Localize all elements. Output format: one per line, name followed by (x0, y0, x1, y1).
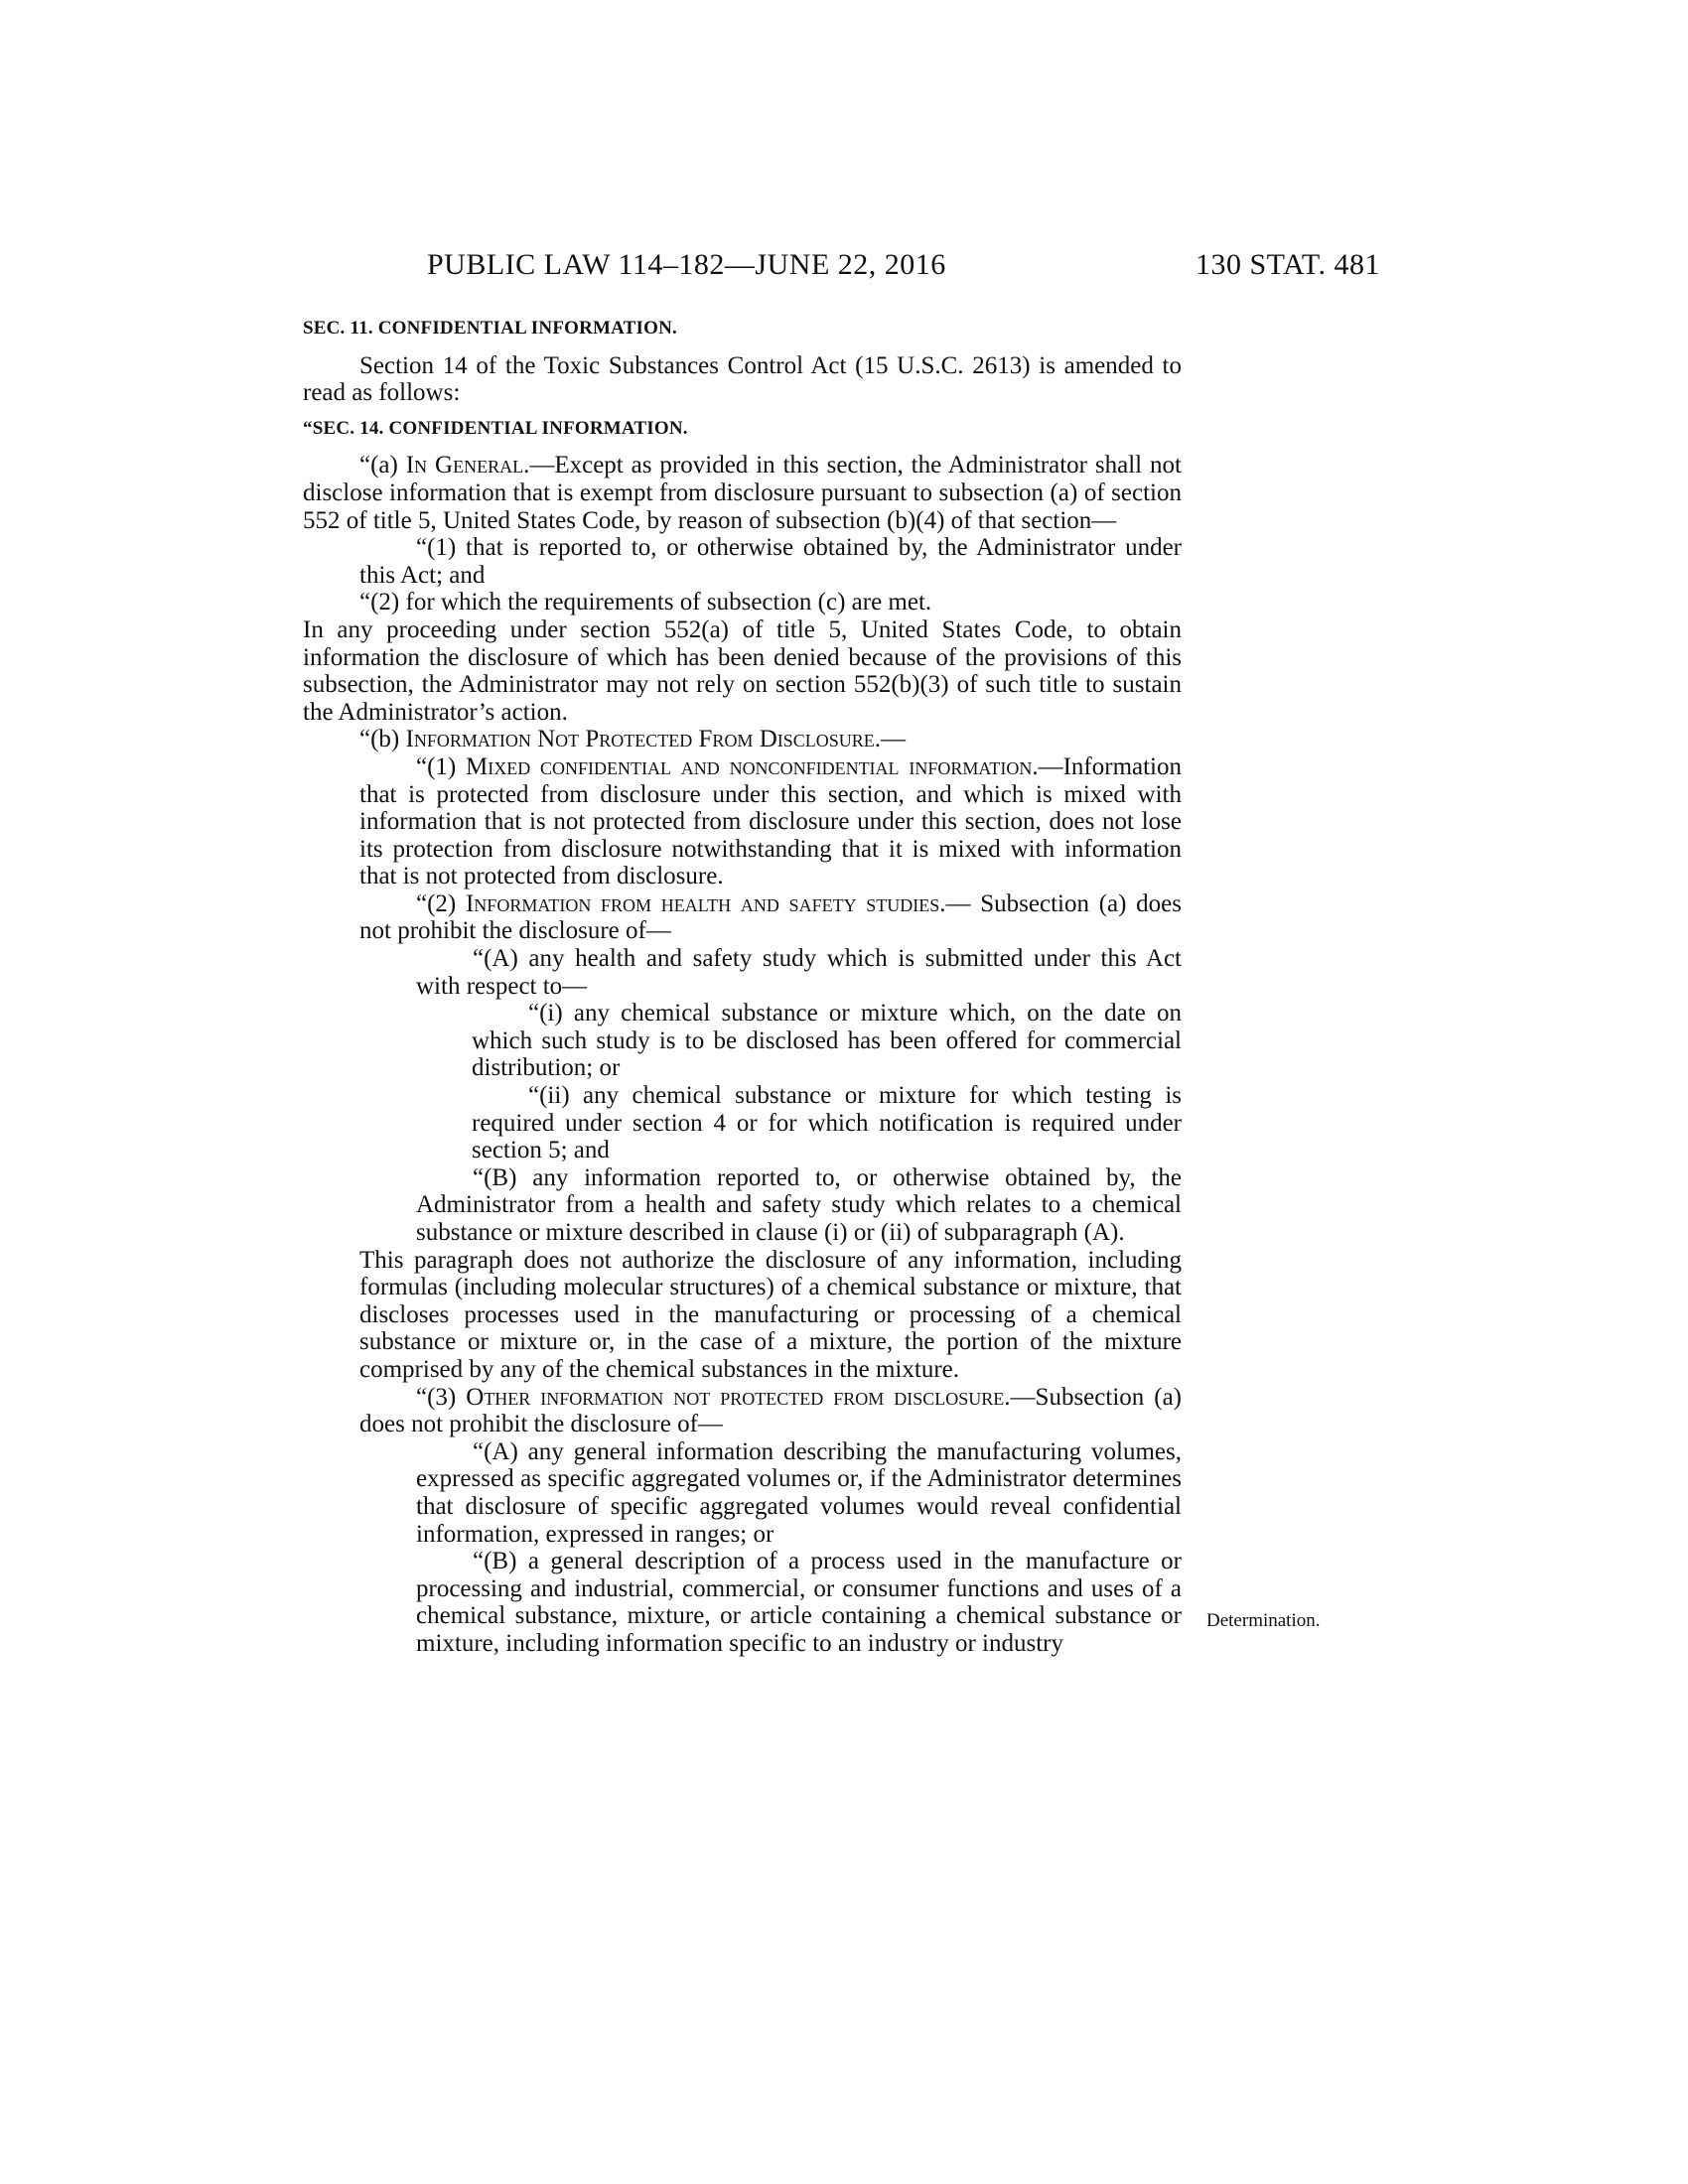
subsection-b-caption: Information Not Protected From Disclosure (405, 726, 875, 753)
subsection-b-suffix: .— (874, 726, 907, 753)
subsection-b (303, 726, 1182, 753)
b2-clause-i: “(i) any chemical substance or mixture which, on the date on which such study is to be disclosed has been offered for commercial distribution; or (472, 1000, 1182, 1082)
subsection-a-text: .—Except as provided in this section, the Administrator shall not disclose information that is exempt from disclosure pursuant to subsection (a) of section 552 of title 5, United States Code, by reason of subsection (b)(4) of that section— (303, 452, 1182, 534)
page-header (427, 248, 1380, 288)
subsection-a-tail: In any proceeding under section 552(a) of title 5, United States Code, to obtain information the disclosure of which has been denied because of the provisions of this subsection, the Administrator may not rely on section 552(b)(3) of such title to sustain the Administrator’s action. (303, 615, 1182, 726)
b3-prefix: “(3) (416, 1383, 467, 1411)
subsection-a-paragraph-1: “(1) that is reported to, or otherwise obtained by, the Administrator under this Act; and (359, 534, 1182, 589)
b1-text: .—Information that is protected from disclosure under this section, and which is mixed with information that is not protected from disclosure under this section, does not lose its protection from disclosure notwithstanding that it is mixed with information that is not protected from disclosure. (359, 752, 1183, 890)
b2-subparagraph-a: “(A) any health and safety study which is submitted under this Act with respect to— (416, 945, 1182, 1000)
b3-subparagraph-a: “(A) any general information describing the manufacturing volumes, expressed as specific aggregated volumes or, if the Administrator determines that disclosure of specific aggregated volumes would reveal confidential information, expressed in ranges; or (416, 1437, 1182, 1548)
b2-clause-ii: “(ii) any chemical substance or mixture for which testing is required under section 4 or for which notification is required under section 5; and (472, 1082, 1182, 1164)
subsection-a-caption: In General (405, 452, 524, 479)
subsection-a (303, 452, 1182, 534)
document-body (303, 315, 1182, 1658)
b2-caption: Information from health and safety studies (465, 889, 940, 917)
subsection-b-paragraph-2 (303, 890, 1182, 945)
section-14-heading: “SEC. 14. CONFIDENTIAL INFORMATION. (303, 417, 688, 439)
b2-prefix: “(2) (416, 889, 466, 917)
section-11-intro: Section 14 of the Toxic Substances Control Act (15 U.S.C. 2613) is amended to read as follows: (303, 351, 1182, 407)
section-11-heading: SEC. 11. CONFIDENTIAL INFORMATION. (303, 318, 677, 339)
b3-subparagraph-b: “(B) a general description of a process used in the manufacture or processing and industrial, commercial, or consumer functions and uses of a chemical substance, mixture, or article containing a chemical substance or mixture, including information specific to an industry or industry (416, 1548, 1182, 1657)
statute-page-number: 130 STAT. 481 (1195, 248, 1380, 281)
b2-text: .— Subsection (a) does not prohibit the disclosure of— (359, 889, 1183, 945)
b3-caption: Other information not protected from disclosure (466, 1383, 1005, 1411)
b2-subparagraph-b: “(B) any information reported to, or otherwise obtained by, the Administrator from a health and safety study which relates to a chemical substance or mixture described in clause (i) or (ii) of subparagraph (A). (416, 1163, 1182, 1246)
running-title: PUBLIC LAW 114–182—JUNE 22, 2016 (427, 248, 946, 281)
b1-prefix: “(1) (416, 752, 467, 780)
b3-text: .—Subsection (a) does not prohibit the disclosure of— (359, 1383, 1183, 1438)
b2-tail: This paragraph does not authorize the disclosure of any information, including formulas (including molecular structures) of a chemical substance or mixture, that discloses processes used in the manufacturing or processing of a chemical substance or mixture or, in the case of a mixture, the portion of the mixture comprised by any of the chemical substances in the mixture. (359, 1246, 1182, 1383)
subsection-b-paragraph-1 (303, 753, 1182, 890)
subsection-b-prefix: “(b) (359, 726, 406, 753)
b1-caption: Mixed confidential and nonconfidential information (466, 752, 1033, 780)
subsection-b-paragraph-3 (303, 1384, 1182, 1438)
subsection-a-prefix: “(a) (359, 452, 406, 479)
subsection-a-paragraph-2: “(2) for which the requirements of subsection (c) are met. (359, 589, 932, 616)
margin-note: Determination. (1206, 1610, 1321, 1631)
